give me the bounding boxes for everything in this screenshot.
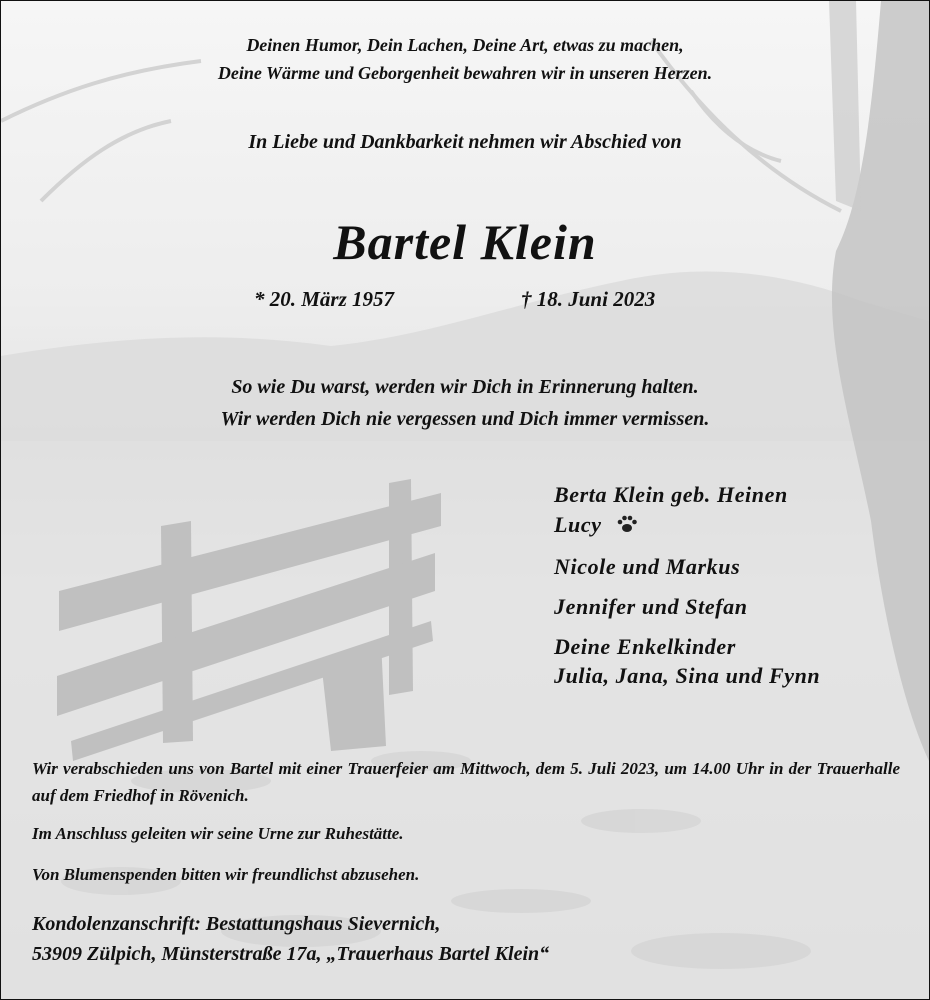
birth-date: * 20. März 1957 bbox=[254, 287, 395, 311]
mourner-item: Nicole und Markus bbox=[554, 553, 741, 579]
verse-line-2: Wir werden Dich nie vergessen und Dich immer vermissen. bbox=[220, 408, 710, 430]
paw-print-icon bbox=[616, 513, 638, 541]
remembrance-verse bbox=[1, 371, 929, 435]
condolence-line-1: Kondolenzanschrift: Bestattungshaus Sievernich, bbox=[32, 913, 441, 935]
motto-line-1: Deinen Humor, Dein Lachen, Deine Art, etwas zu machen, bbox=[246, 35, 684, 55]
deceased-name: Bartel Klein bbox=[333, 214, 597, 270]
flowers-request-text: Von Blumenspenden bitten wir freundlichst abzusehen. bbox=[32, 865, 420, 884]
mourner-item: Jennifer und Stefan bbox=[554, 593, 748, 619]
mourner-item: Deine Enkelkinder bbox=[554, 633, 736, 659]
verse-line-1: So wie Du warst, werden wir Dich in Erinnerung halten. bbox=[231, 376, 699, 398]
mourner-item: Julia, Jana, Sina und Fynn bbox=[554, 662, 821, 688]
death-date: † 18. Juni 2023 bbox=[521, 287, 656, 311]
condolence-address bbox=[32, 909, 549, 969]
funeral-service-text: Wir verabschieden uns von Bartel mit einer Trauerfeier am Mittwoch, dem 5. Juli 2023, um 14.00 Uhr in der Trauerhalle auf dem Friedhof in Rövenich. bbox=[32, 759, 900, 805]
motto-line-2: Deine Wärme und Geborgenheit bewahren wir in unseren Herzen. bbox=[217, 63, 713, 83]
intro-text: In Liebe und Dankbarkeit nehmen wir Abschied von bbox=[248, 131, 682, 153]
mourner-item-lucy bbox=[554, 511, 820, 541]
urn-burial-text: Im Anschluss geleiten wir seine Urne zur Ruhestätte. bbox=[32, 824, 404, 843]
mourners-list bbox=[554, 481, 820, 691]
motto bbox=[1, 31, 929, 87]
condolence-line-2: 53909 Zülpich, Münsterstraße 17a, „Trauerhaus Bartel Klein“ bbox=[32, 943, 550, 965]
mourner-item: Berta Klein geb. Heinen bbox=[554, 482, 788, 507]
mourner-item: Lucy bbox=[554, 512, 602, 537]
